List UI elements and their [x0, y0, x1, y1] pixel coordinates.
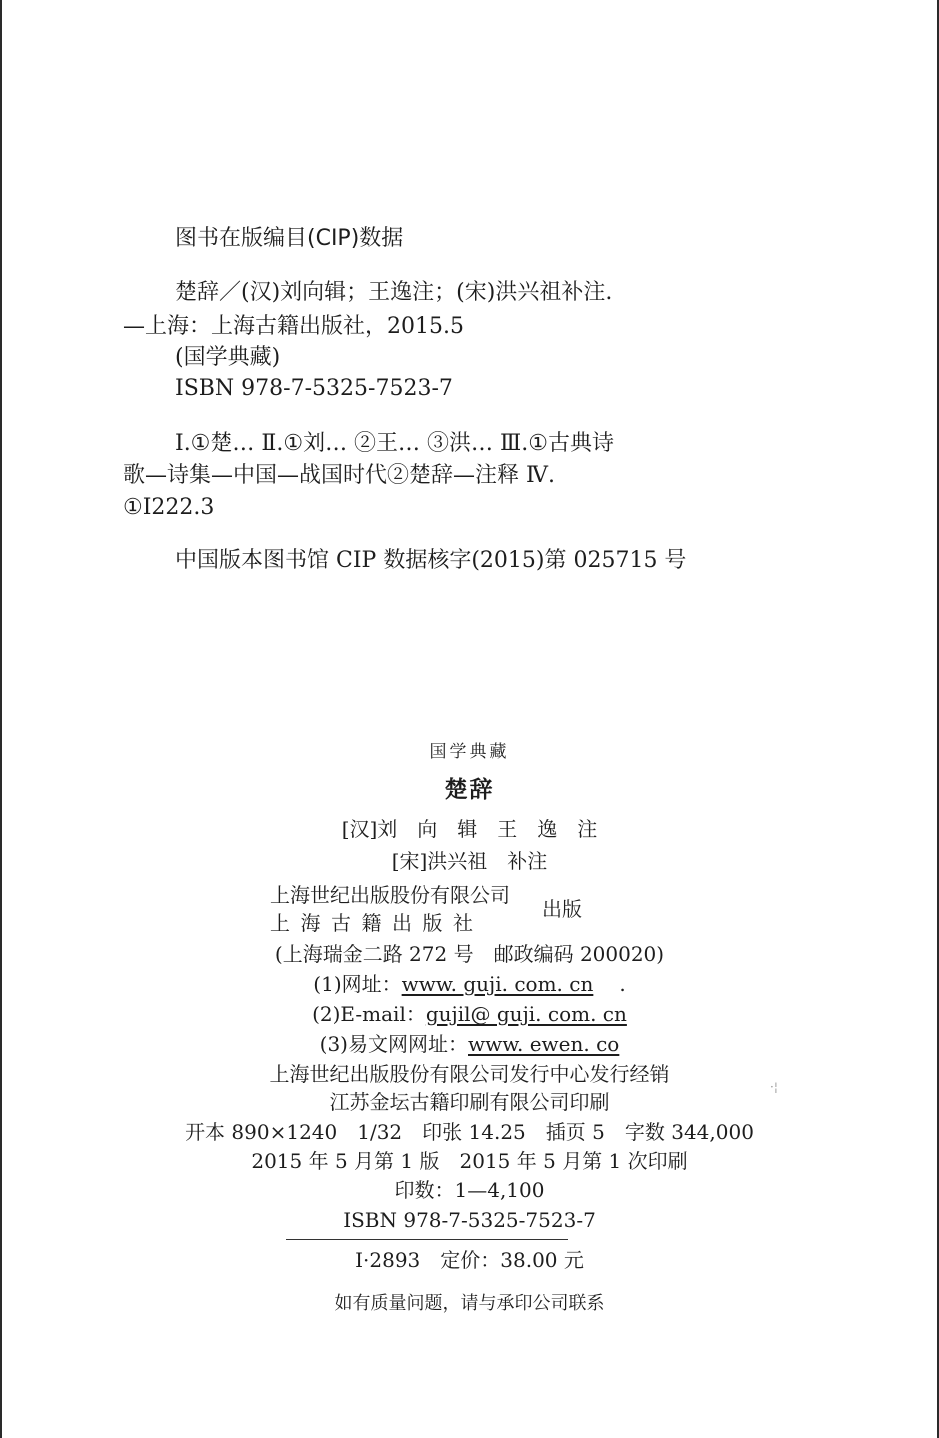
- colophon-isbn: ISBN 978-7-5325-7523-7: [343, 1208, 596, 1232]
- cip-line-1: 楚辞／(汉)刘向辑；王逸注；(宋)洪兴祖补注.: [175, 280, 613, 305]
- publisher-line-2: 上海古籍出版社: [270, 911, 484, 935]
- publisher-suffix: 出版: [542, 897, 582, 921]
- website-link[interactable]: www. guji. com. cn: [401, 972, 594, 996]
- cip-class-line-2: 歌—诗集—中国—战国时代②楚辞—注释 Ⅳ.: [123, 463, 555, 488]
- print-run-line: 印数：1—4,100: [394, 1178, 545, 1202]
- printer-line: 江苏金坛古籍印刷有限公司印刷: [329, 1090, 610, 1114]
- specs-line: 开本 890×1240 1/32 印张 14.25 插页 5 字数 344,000: [185, 1120, 754, 1144]
- email-line: [0, 1002, 939, 1026]
- website-line: [0, 972, 939, 996]
- distributor-line: 上海世纪出版股份有限公司发行中心发行经销: [269, 1062, 670, 1086]
- quality-notice: 如有质量问题，请与承印公司联系: [334, 1293, 605, 1314]
- publisher-line-1: 上海世纪出版股份有限公司: [270, 883, 510, 907]
- cip-verify: 中国版本图书馆 CIP 数据核字(2015)第 025715 号: [175, 548, 687, 573]
- ewen-label: (3)易文网网址：: [319, 1032, 468, 1056]
- cip-class-line-3: ①I222.3: [123, 495, 215, 520]
- edition-line: 2015 年 5 月第 1 版 2015 年 5 月第 1 次印刷: [251, 1149, 688, 1173]
- email-link[interactable]: gujil@ guji. com. cn: [425, 1002, 627, 1026]
- series-name: 国学典藏: [429, 742, 510, 762]
- author-line-1: [汉]刘 向 辑 王 逸 注: [341, 817, 598, 841]
- ewen-line: [0, 1032, 939, 1056]
- divider-rule: [286, 1239, 568, 1240]
- scan-speck: ·¦: [770, 1080, 778, 1094]
- cip-line-3: (国学典藏): [175, 345, 281, 370]
- stray-dot: .: [619, 972, 626, 996]
- author-line-2: [宋]洪兴祖 补注: [391, 849, 548, 873]
- website-label: (1)网址：: [313, 972, 402, 996]
- cip-line-2: —上海：上海古籍出版社，2015.5: [123, 314, 464, 339]
- publisher-address: (上海瑞金二路 272 号 邮政编码 200020): [274, 942, 665, 966]
- class-price-line: I·2893 定价：38.00 元: [355, 1248, 584, 1272]
- cip-heading: 图书在版编目(CIP)数据: [175, 226, 404, 251]
- publisher-block: [270, 880, 630, 936]
- email-label: (2)E-mail：: [312, 1002, 426, 1026]
- ewen-link[interactable]: www. ewen. co: [468, 1032, 620, 1056]
- cip-isbn: ISBN 978-7-5325-7523-7: [175, 376, 453, 401]
- cip-class-line-1: Ⅰ.①楚… Ⅱ.①刘… ②王… ③洪… Ⅲ.①古典诗: [175, 431, 614, 456]
- book-title: 楚辞: [444, 777, 495, 803]
